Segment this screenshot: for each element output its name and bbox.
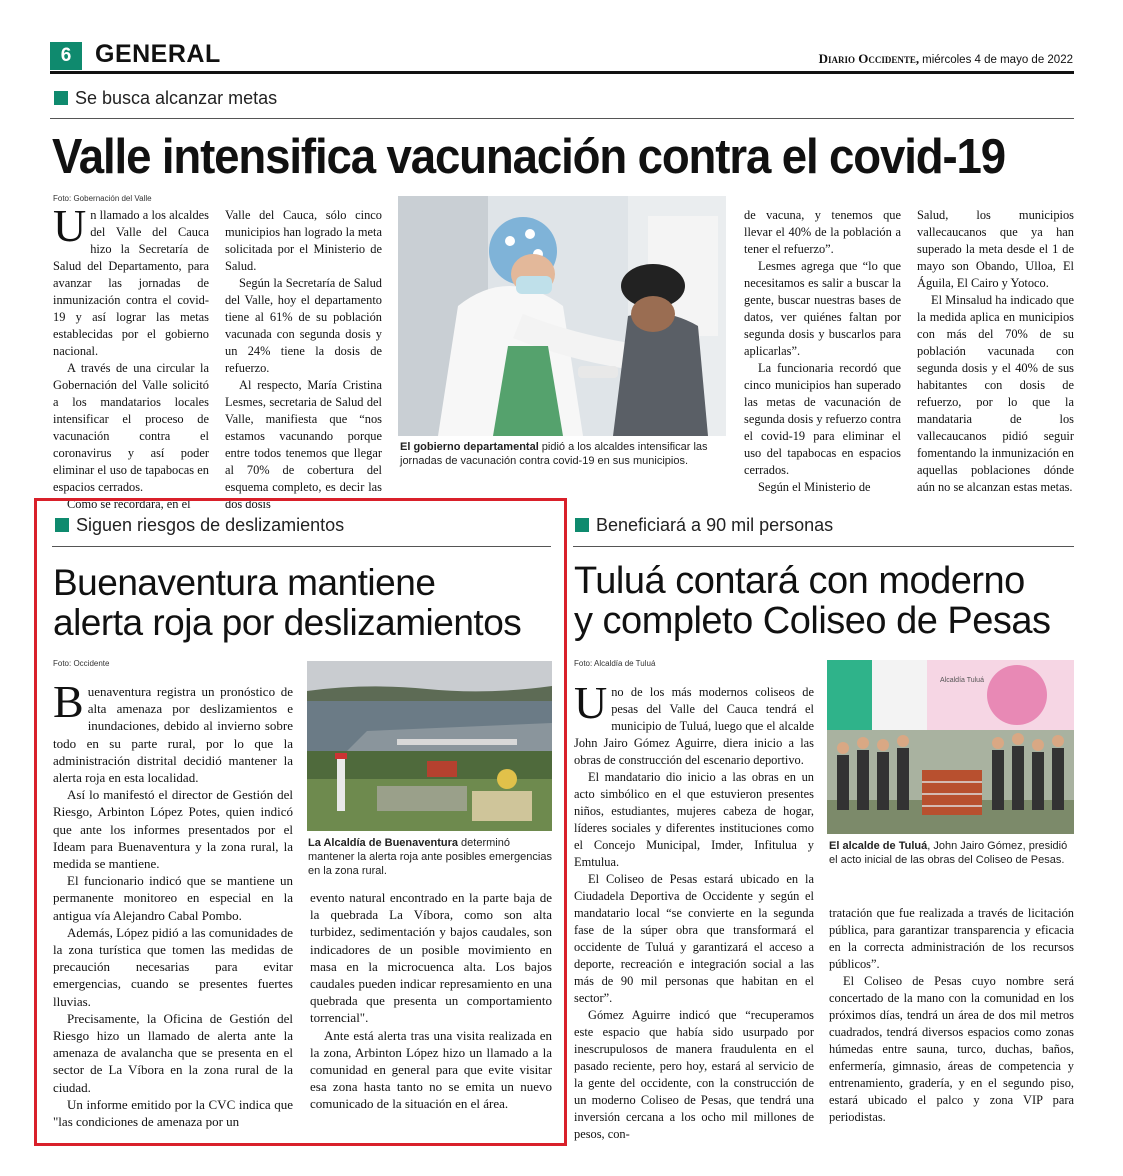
- story3-kicker: Beneficiará a 90 mil personas: [575, 515, 833, 536]
- paragraph: [225, 207, 382, 275]
- paragraph: [829, 973, 1074, 1126]
- paragraph-text: tratación que fue realizada a través de licitación pública, para garantizar transparencia y eficacia en la correcta administración de los recursos públicos”.: [829, 906, 1074, 971]
- paragraph-text: Ante está alerta tras una visita realizada en la zona, Arbinton López hizo un llamado a la comunidad en general para que evite visitar esa zona hasta tanto no se emita un nuevo comunicado de la situación en el área.: [310, 1027, 552, 1112]
- story1-caption: [400, 440, 730, 468]
- paragraph: [53, 360, 209, 496]
- paragraph-text: Precisamente, la Oficina de Gestión del Riesgo hizo un llamado de alerta ante la amenaza de avalancha que se presenta en el sector de La Víbora en la zona rural de la ciudad.: [53, 1010, 293, 1095]
- paragraph-text: evento natural encontrado en la parte baja de la quebrada La Víbora, como son alta turbidez, sedimentación y bajos caudales, son indicadores de un posible movimiento en masa en la microcuenca alta. Los bajos caudales pueden indicar represamiento en una quebrada que presenta un comportamiento torrencial".: [310, 890, 552, 1026]
- paragraph-text: uenaventura registra un pronóstico de alta amenaza por deslizamientos e inundaciones, debido al invierno sobre todo en su parte rural, por lo que la administración distrital decidió mantener la alerta roja en esta localidad.: [53, 684, 293, 786]
- story2-caption-lead: La Alcaldía de Buenaventura: [308, 837, 458, 849]
- paragraph-text: Así lo manifestó el director de Gestión del Riesgo, Arbinton López Potes, quien indicó que ante los informes presentados por el Ideam para Buenaventura y la zona rural, la medida se mantiene.: [53, 787, 293, 872]
- story3-caption: [829, 839, 1076, 867]
- paragraph: [574, 1007, 814, 1143]
- paragraph-text: Al respecto, María Cristina Lesmes, secretaria de Salud del Valle, manifiesta que “nos estamos vacunando porque entre todos tenemos que llegar al 70% de cobertura del esquema completo, es decir las dos dosis: [225, 378, 382, 511]
- paragraph: [53, 786, 293, 872]
- story3-headline-line2: y completo Coliseo de Pesas: [574, 600, 1051, 642]
- story2-rule: [52, 546, 551, 547]
- story2-column-1: [53, 676, 293, 1130]
- paragraph-text: Un informe emitido por la CVC indica que "las condiciones de amenaza por un: [53, 1096, 293, 1130]
- paragraph-text: El mandatario dio inicio a las obras en un acto simbólico en el que estuvieron presentes niños, estudiantes, mujeres cabeza de hogar, líderes sociales y diferentes instituciones como el Concejo Municipal, Imder, Infitulua y Emtulua.: [574, 770, 814, 869]
- paragraph: [225, 275, 382, 377]
- paragraph-text: El Coliseo de Pesas estará ubicado en la Ciudadela Deportiva de Occidente y según el mandatario local “se convierte en la segunda fase de la súper obra que transformará el occidente de Tuluá y garantizará el acceso a deporte, recreación e integración social a las más de 90 mil personas que habitan en el sector”.: [574, 872, 814, 1005]
- kicker-square-icon: [575, 518, 589, 532]
- paragraph-text: Según el Ministerio de: [758, 480, 871, 494]
- edition-date: miércoles 4 de mayo de 2022: [922, 54, 1073, 66]
- story1-column-1: [53, 200, 209, 513]
- paragraph: [225, 377, 382, 513]
- story3-column-1: [574, 677, 814, 1143]
- story1-caption-lead: El gobierno departamental: [400, 441, 539, 453]
- paragraph-text: Además, López pidió a las comunidades de la zona turística que tomen las medidas de precaución necesarias para evitar emergencias, cuando se presentes fuertes lluvias.: [53, 924, 293, 1009]
- photo-banner-text: Alcaldía Tuluá: [940, 677, 984, 684]
- drop-cap: B: [53, 676, 84, 727]
- paragraph: [310, 889, 552, 1027]
- paragraph: [574, 769, 814, 871]
- paragraph: [744, 360, 901, 479]
- paragraph: [53, 872, 293, 924]
- story2-caption: [308, 836, 552, 878]
- paragraph: [829, 905, 1074, 973]
- paragraph: [574, 677, 814, 769]
- story2-headline-line2: alerta roja por deslizamientos: [53, 602, 522, 643]
- paragraph: [917, 207, 1074, 292]
- paragraph-text: de vacuna, y tenemos que llevar el 40% de la población a tener el refuerzo”.: [744, 208, 901, 256]
- paragraph-text: El Coliseo de Pesas cuyo nombre será concertado de la mano con la comunidad en los próximos días, tendrá un área de dos mil metros cuadrados, tendrá diversos espacios como zonas húmedas entre sauna, turco, duchas, baños, enfermería, gimnasio, áreas de competencia y entrenamiento, gradería, y en el segundo piso, estará ubicado el palco y zona VIP para periodistas.: [829, 974, 1074, 1124]
- kicker-square-icon: [54, 91, 68, 105]
- paragraph-text: Valle del Cauca, sólo cinco municipios han logrado la meta solicitada por el Ministerio de Salud.: [225, 208, 382, 273]
- story1-kicker: Se busca alcanzar metas: [54, 88, 277, 109]
- story2-headline: [53, 563, 521, 643]
- story3-column-2: [829, 905, 1074, 1126]
- story1-headline: Valle intensifica vacunación contra el covid-19: [52, 130, 1006, 184]
- story3-rule: [573, 546, 1074, 547]
- story1-column-3: [744, 207, 901, 496]
- paragraph: [53, 1096, 293, 1130]
- section-title: GENERAL: [95, 40, 221, 68]
- story1-rule: [50, 118, 1074, 119]
- paragraph-text: Lesmes agrega que “lo que necesitamos es salir a buscar la gente, buscar nuestras bases de datos, ver quiénes faltan por segunda dosis y buscarlos para aplicarlas”.: [744, 259, 901, 358]
- story1-caption-text: pidió a los alcaldes intensificar las jornadas de vacunación contra covid-19 en sus municipios.: [400, 441, 708, 467]
- story1-column-2: [225, 207, 382, 513]
- paragraph: [53, 924, 293, 1010]
- story1-photo-credit: Foto: Gobernación del Valle: [53, 194, 152, 203]
- story2-kicker: Siguen riesgos de deslizamientos: [55, 515, 344, 536]
- paragraph-text: n llamado a los alcaldes del Valle del Cauca hizo la Secretaría de Salud del Departamento, para avanzar las jornadas de inmunización contra el covid-19 y así lograr las metas establecidas por el gobierno nacional.: [53, 208, 209, 358]
- paragraph-text: Gómez Aguirre indicó que “recuperamos este espacio que había sido usurpado por inescrupulosos de manera fraudulenta en el pasado reciente, pero hoy, estará al servicio de la gente del occidente, con la construcción de un moderno Coliseo de Pesas, que tendrá una inversión cercana a los ocho mil millones de pesos, con-: [574, 1008, 814, 1141]
- paragraph: [744, 479, 901, 496]
- page-number-badge: 6: [50, 42, 82, 70]
- story1-column-4: [917, 207, 1074, 496]
- drop-cap: U: [53, 200, 87, 251]
- paragraph-text: El Minsalud ha indicado que la medida aplica en municipios con más del 70% de su población vacunada con segunda dosis y el 40% de sus habitantes con dosis de refuerzo, por lo que la mandataria de los vallecaucanos pidió seguir fomentando la inmunización en aquellas poblaciones dónde aún no se alcanzan estas metas.: [917, 293, 1074, 494]
- kicker-square-icon: [55, 518, 69, 532]
- paragraph-text: Salud, los municipios vallecaucanos que ya han superado la meta desde el 1 de mayo son Obando, Ulloa, El Águila, El Cairo y Yotoco.: [917, 208, 1074, 290]
- story2-photo-credit: Foto: Occidente: [53, 659, 110, 668]
- story2-column-2: [310, 889, 552, 1113]
- paragraph: [53, 676, 293, 786]
- masthead-info: [819, 51, 1073, 67]
- story2-headline-line1: Buenaventura mantiene: [53, 562, 436, 603]
- story3-photo: [827, 660, 1074, 834]
- story3-caption-text: , John Jairo Gómez, presidió el acto inicial de las obras del Coliseo de Pesas.: [829, 840, 1068, 866]
- paragraph: [744, 258, 901, 360]
- story2-caption-text: determinó mantener la alerta roja ante posibles emergencias en la zona rural.: [308, 837, 552, 877]
- paragraph: [744, 207, 901, 258]
- drop-cap: U: [574, 677, 608, 728]
- paragraph-text: Según la Secretaría de Salud del Valle, hoy el departamento tiene al 61% de su población vacunada con segunda dosis y un 24% tiene la dosis de refuerzo.: [225, 276, 382, 375]
- story3-caption-lead: El alcalde de Tuluá: [829, 840, 928, 852]
- paper-name: Diario Occidente,: [818, 51, 920, 66]
- paragraph: [310, 1027, 552, 1113]
- story2-photo: [307, 661, 552, 831]
- paragraph-text: La funcionaria recordó que cinco municipios han superado las metas de vacunación de segunda dosis y refuerzo contra el covid-19 para eliminar el uso del tapabocas en espacios cerrados.: [744, 361, 901, 477]
- paragraph-text: A través de una circular la Gobernación del Valle solicitó a los mandatarios locales intensificar el proceso de vacunación contra el coronavirus y así poder eliminar el uso de tapabocas en espacios cerrados.: [53, 361, 209, 494]
- story1-photo: [398, 196, 726, 436]
- header-rule: [50, 71, 1074, 74]
- paragraph: [574, 871, 814, 1007]
- story3-photo-credit: Foto: Alcaldía de Tuluá: [574, 659, 656, 668]
- story3-headline-line1: Tuluá contará con moderno: [574, 560, 1025, 602]
- paragraph-text: no de los más modernos coliseos de pesas del Valle del Cauca tendrá el municipio de Tuluá, luego que el alcalde John Jairo Gómez Aguirre, diera inicio a las obras de construcción del escenario deportivo.: [574, 685, 814, 767]
- paragraph-text: El funcionario indicó que se mantiene un permanente monitoreo en especial en la antigua vía Alejandro Cabal Pombo.: [53, 873, 293, 923]
- story3-headline: [574, 561, 1051, 641]
- paragraph: [917, 292, 1074, 496]
- paragraph-text: Como se recordará, en el: [67, 497, 191, 511]
- paragraph: [53, 200, 209, 360]
- paragraph: [53, 1010, 293, 1096]
